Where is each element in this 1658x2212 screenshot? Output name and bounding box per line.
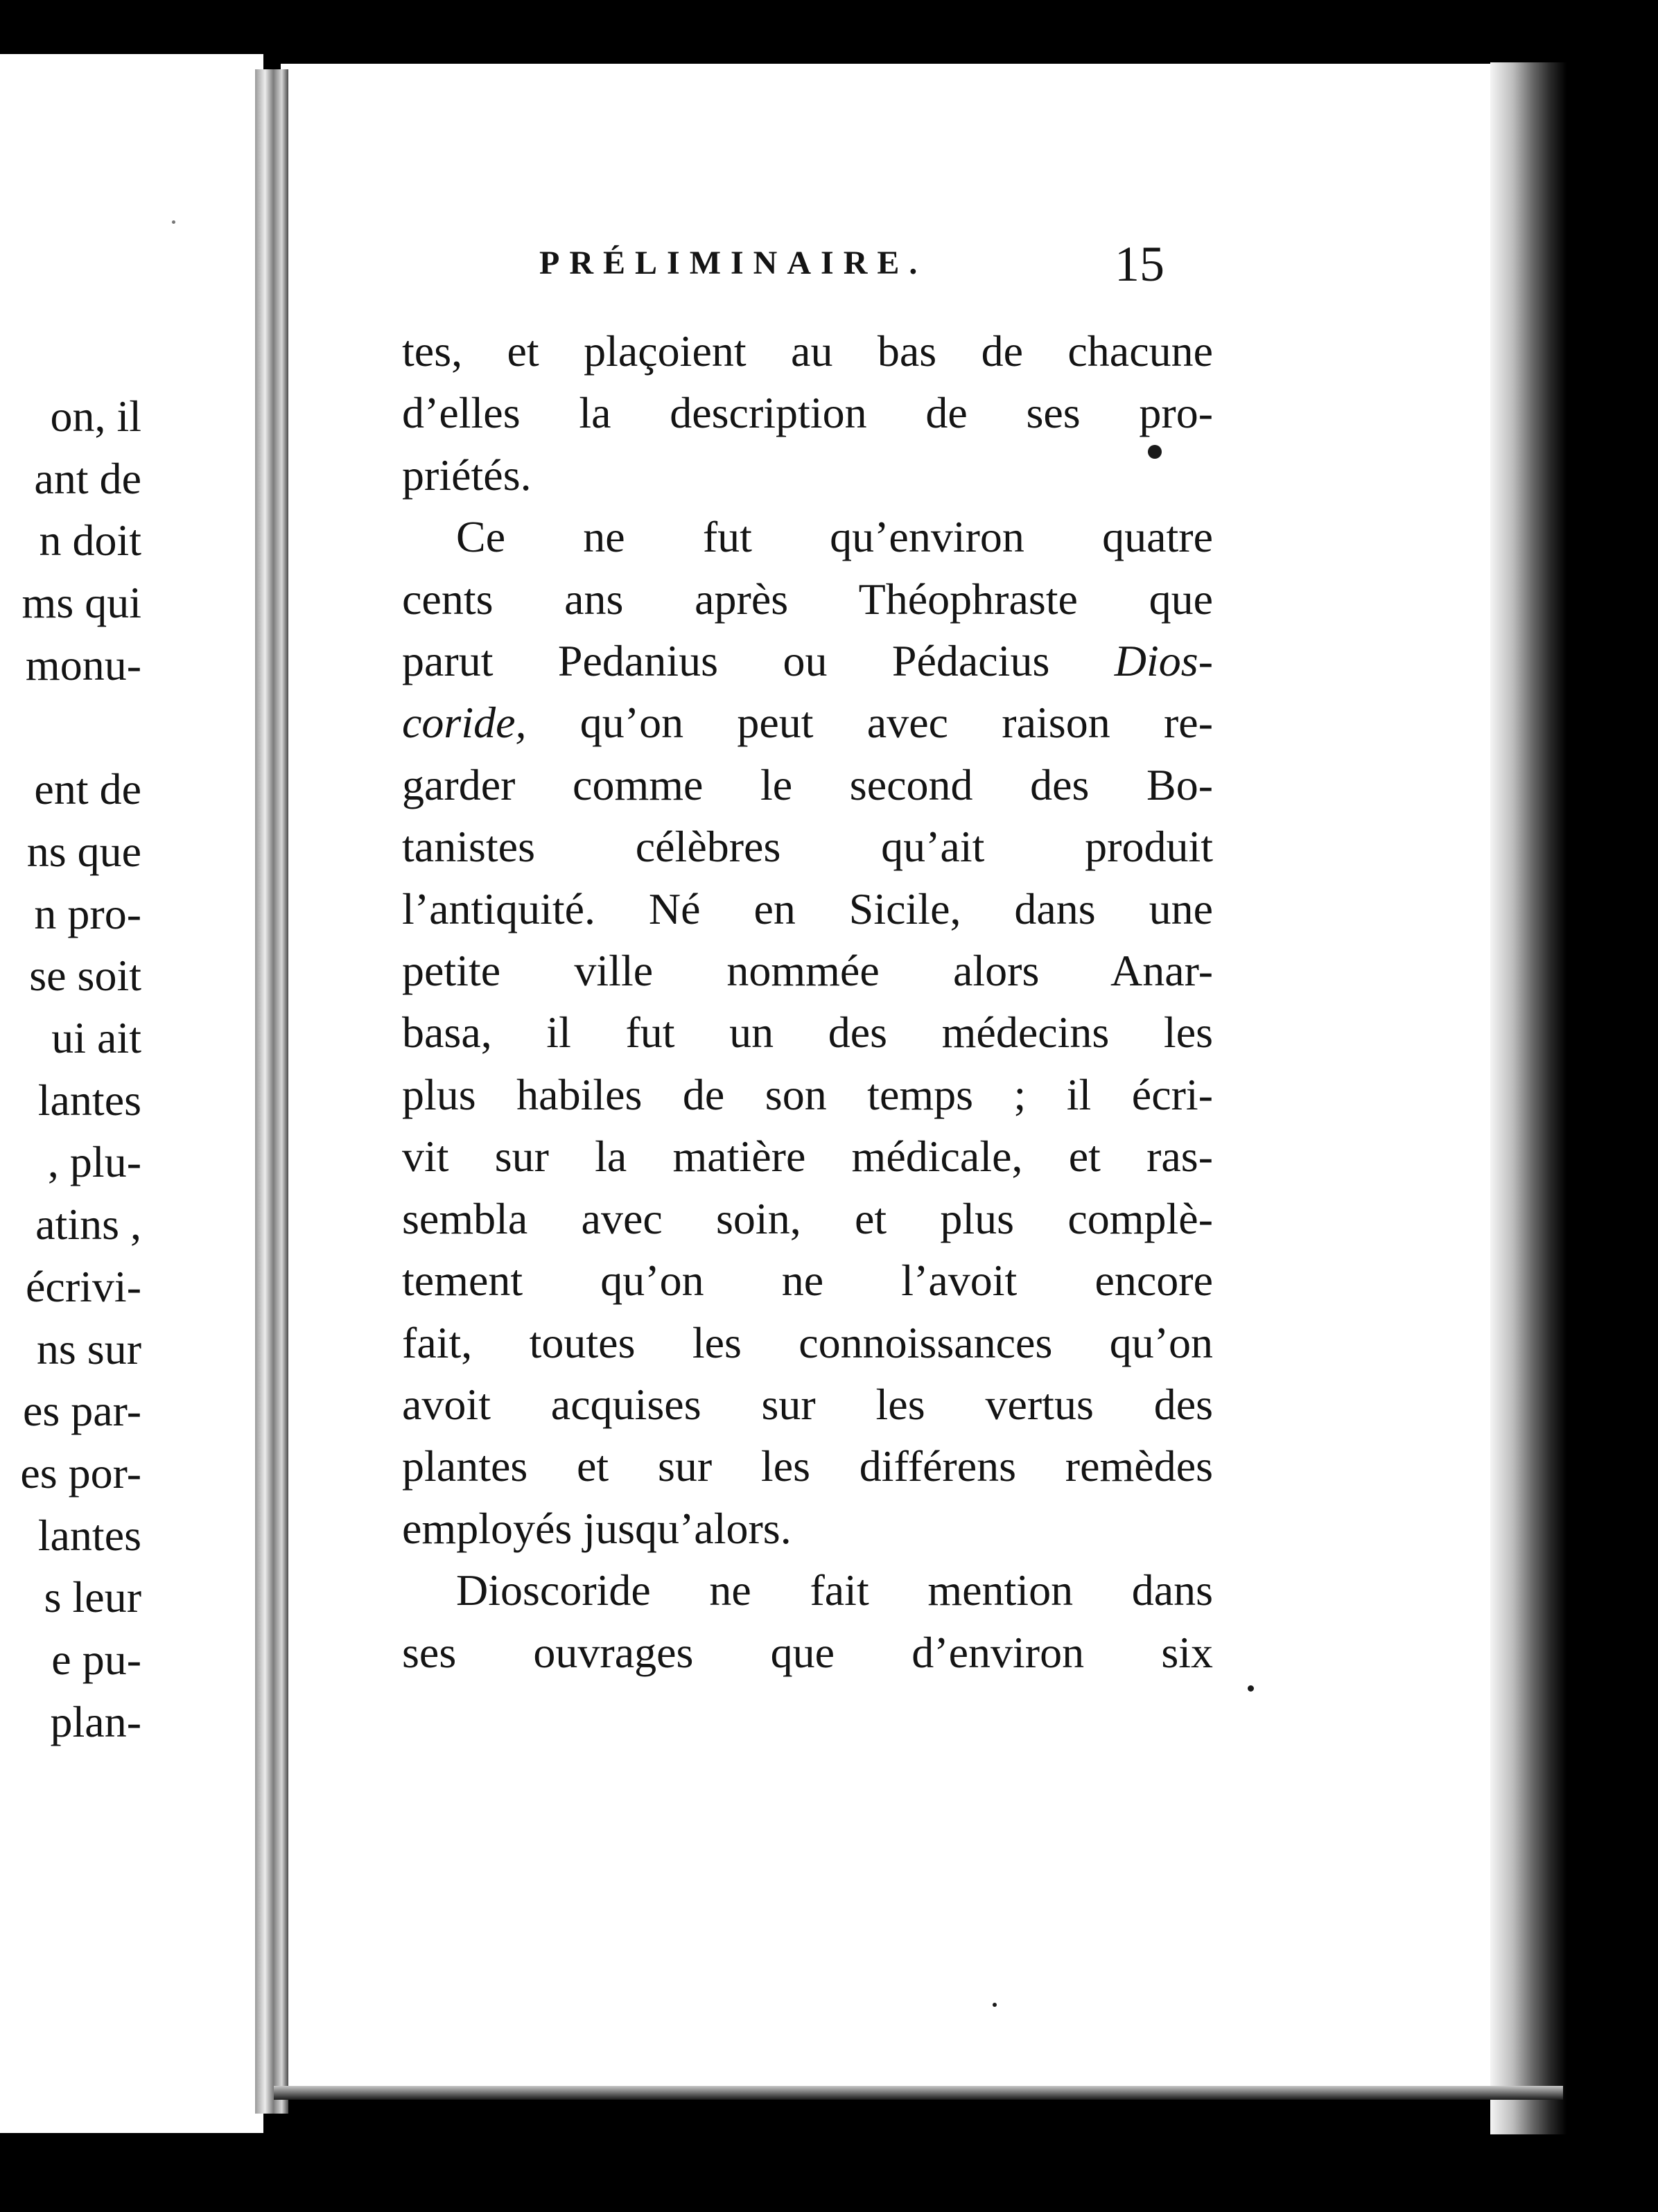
- left-line: n pro-: [34, 888, 141, 938]
- page-bottom-edge: [274, 2086, 1563, 2100]
- text-line: petite ville nommée alors Anar-: [402, 946, 1213, 996]
- left-line: se soit: [29, 951, 141, 1001]
- left-line: ui ait: [51, 1013, 141, 1063]
- text-line: plus habiles de son temps ; il écri-: [402, 1069, 1213, 1119]
- text-line: tes, et plaçoient au bas de chacune: [402, 326, 1213, 376]
- left-line: s leur: [44, 1572, 141, 1622]
- left-line: ms qui: [21, 578, 141, 628]
- text-line: ses ouvrages que d’environ six: [402, 1627, 1213, 1677]
- text-line: tement qu’on ne l’avoit encore: [402, 1256, 1213, 1306]
- italic-name: Dios-: [1114, 636, 1213, 686]
- left-line: e pu-: [51, 1635, 141, 1685]
- left-line: ns sur: [36, 1324, 141, 1373]
- left-line-blank: [0, 696, 141, 759]
- italic-name: coride,: [402, 698, 527, 748]
- text-line: sembla avec soin, et plus complè-: [402, 1193, 1213, 1243]
- text-line: avoit acquises sur les vertus des: [402, 1379, 1213, 1429]
- text-line: vit sur la matière médicale, et ras-: [402, 1132, 1213, 1182]
- left-line: ent de: [34, 764, 141, 814]
- text-line: Ce ne fut qu’environ quatre: [456, 512, 1213, 562]
- left-line: n doit: [39, 516, 141, 565]
- left-line: atins ,: [35, 1200, 141, 1249]
- text-run: parut Pedanius ou Pédacius: [402, 636, 1115, 686]
- text-line: priétés.: [402, 450, 532, 500]
- left-page-text-column: [0, 385, 141, 1753]
- text-line: plantes et sur les différens remèdes: [402, 1441, 1213, 1491]
- left-line: , plu-: [47, 1137, 141, 1187]
- text-line: cents ans après Théophraste que: [402, 574, 1213, 624]
- left-page: [0, 54, 263, 2133]
- text-line: d’elles la description de ses pro-: [402, 388, 1213, 438]
- left-line: lantes: [37, 1075, 141, 1125]
- ink-speck: [1148, 445, 1162, 459]
- left-line: plan-: [50, 1696, 141, 1746]
- text-line: tanistes célèbres qu’ait produit: [402, 822, 1213, 872]
- text-run: qu’on peut avec raison re-: [526, 698, 1213, 748]
- text-line: basa, il fut un des médecins les: [402, 1008, 1213, 1057]
- left-line: ns que: [26, 826, 141, 876]
- body-text: [402, 320, 1213, 1683]
- left-line: écrivi-: [26, 1261, 141, 1311]
- text-line: fait, toutes les connoissances qu’on: [402, 1317, 1213, 1367]
- text-line: l’antiquité. Né en Sicile, dans une: [402, 884, 1213, 933]
- text-line: Dioscoride ne fait mention dans: [456, 1565, 1213, 1615]
- text-line: [402, 630, 1213, 692]
- ink-speck: [993, 2003, 997, 2007]
- left-line: es par-: [22, 1386, 141, 1436]
- text-line: employés jusqu’alors.: [402, 1503, 792, 1553]
- left-line: lantes: [37, 1510, 141, 1560]
- left-line: on, il: [50, 392, 141, 441]
- page-number: 15: [1115, 236, 1164, 292]
- running-head: PRÉLIMINAIRE.: [539, 245, 927, 281]
- ink-speck: [1248, 1685, 1254, 1692]
- page-edge-stack: [1490, 62, 1567, 2134]
- left-line: ant de: [34, 453, 141, 503]
- text-line: garder comme le second des Bo-: [402, 760, 1213, 809]
- left-line: monu-: [25, 640, 141, 690]
- text-line: [402, 692, 1213, 753]
- book-gutter: [255, 69, 288, 2114]
- left-line: es por-: [20, 1448, 141, 1498]
- ink-speck: [172, 220, 175, 224]
